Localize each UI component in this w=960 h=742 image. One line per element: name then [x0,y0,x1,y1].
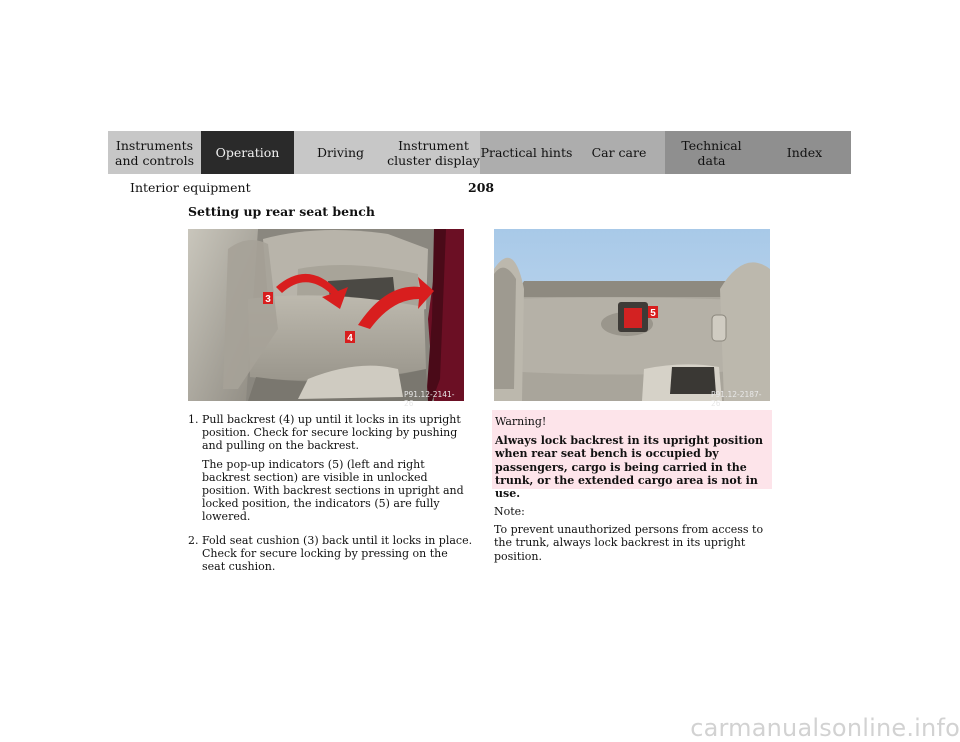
tab-car-care[interactable] [573,131,665,174]
tab-label: Car care [591,145,647,160]
watermark: carmanualsonline.info [690,714,960,742]
tab-driving[interactable] [294,131,387,174]
callout-4: 4 [347,333,353,344]
instruction-steps [188,413,473,583]
tab-label: Instruments and controls [115,137,194,168]
tab-label: Instrument cluster display [387,137,480,168]
tab-label: Driving [316,145,365,160]
callout-3: 3 [265,294,271,305]
page-heading: Setting up rear seat bench [188,204,375,219]
figure-code: P91.12-2187-26 [711,390,762,408]
step-text: Pull backrest (4) up until it locks in its upright position. Check for secure locking by pushing and pulling on the backrest. [202,413,461,453]
step-text: The pop-up indicators (5) (left and right backrest section) are visible in unlocked position. With backrest sections in upright and locked position, the indicators (5) are fully lowered. [202,457,464,524]
warning-box [492,410,772,501]
step-item [188,534,473,579]
step-number: 1. [188,413,199,426]
warning-title: Warning! [495,415,547,428]
tab-label: Technical data [681,137,742,168]
tab-index[interactable] [758,131,851,174]
warning-text: Always lock backrest in its upright position when rear seat bench is occupied by passengers, cargo is being carried in the trunk, or the extended cargo area is not in use. [495,434,763,501]
chapter-nav [108,131,851,174]
tab-label: Practical hints [480,145,573,160]
note-title: Note: [494,505,525,518]
step-text: Fold seat cushion (3) back until it locks in place. Check for secure locking by pressing on the seat cushion. [202,533,473,574]
section-title: Interior equipment [130,180,251,195]
tab-instruments-and-controls[interactable] [108,131,201,174]
tab-label: Operation [215,145,280,160]
tab-instrument-cluster-display[interactable] [387,131,480,174]
indicator-illustration [494,229,770,408]
note-box [494,505,774,563]
rear-seat-drawing [188,229,464,401]
step-number: 2. [188,533,199,547]
step-item [188,413,473,529]
figure-code: P91.12-2141-26 [404,390,455,408]
tab-label: Index [786,145,823,160]
callout-5: 5 [650,308,656,319]
tab-practical-hints[interactable] [480,131,573,174]
rear-window-drawing [494,229,770,401]
page-number: 208 [468,180,495,195]
note-text: To prevent unauthorized persons from access to the trunk, always lock backrest in its upright position. [494,523,764,563]
tab-technical-data[interactable] [665,131,758,174]
rear-seat-illustration [188,229,464,408]
tab-operation[interactable] [201,131,294,174]
